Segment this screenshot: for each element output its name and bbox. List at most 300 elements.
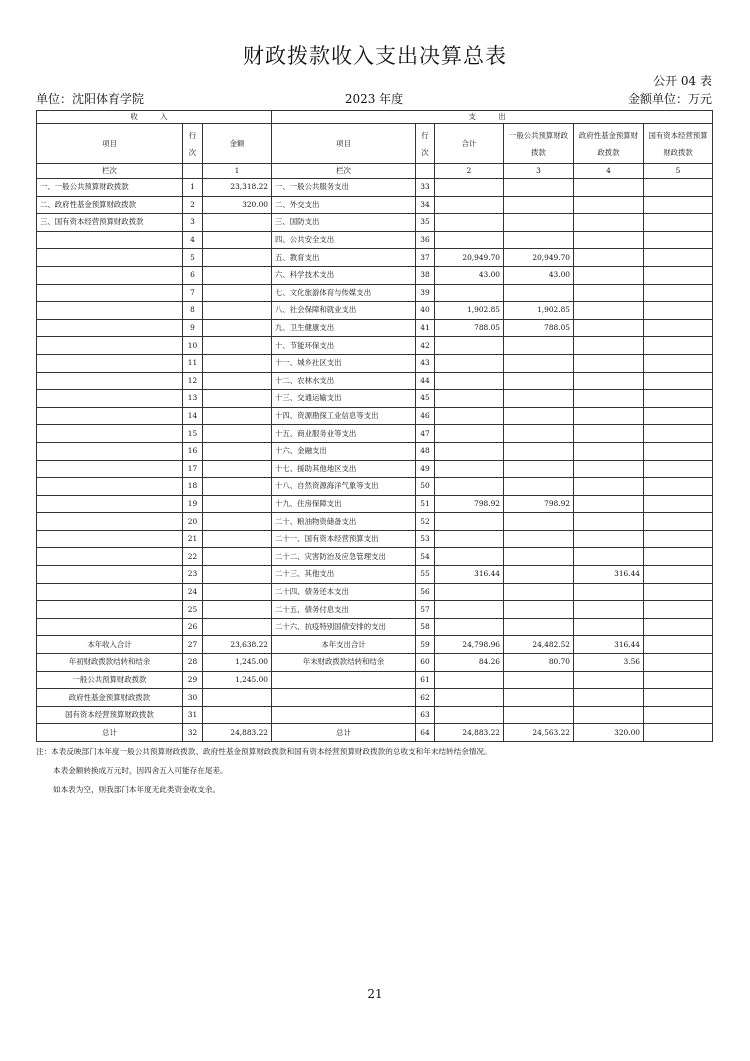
total-header: 合计 xyxy=(435,124,504,164)
expense-line-cell: 35 xyxy=(416,214,435,232)
expense-line-cell: 49 xyxy=(416,460,435,478)
note-3: 如本表为空，则我部门本年度无此类资金收支余。 xyxy=(53,785,221,794)
expense-item-cell: 年末财政拨款结转和结余 xyxy=(272,654,416,672)
income-amount-cell xyxy=(203,231,272,249)
income-line-cell: 14 xyxy=(183,407,203,425)
expense-total-cell: 24,798.96 xyxy=(435,636,504,654)
state-capital-cell xyxy=(644,407,713,425)
column-header-row xyxy=(37,124,713,164)
state-capital-cell xyxy=(644,284,713,302)
income-amount-cell: 320.00 xyxy=(203,196,272,214)
income-item-cell xyxy=(37,249,183,267)
income-line-cell: 6 xyxy=(183,266,203,284)
expense-total-cell: 24,883.22 xyxy=(435,724,504,742)
expense-line-cell: 36 xyxy=(416,231,435,249)
state-capital-cell xyxy=(644,513,713,531)
income-index-1: 1 xyxy=(203,164,272,179)
income-amount-cell: 1,245.00 xyxy=(203,654,272,672)
income-line-cell: 5 xyxy=(183,249,203,267)
state-capital-cell xyxy=(644,319,713,337)
income-amount-cell: 1,245.00 xyxy=(203,671,272,689)
fund-budget-cell xyxy=(574,337,644,355)
general-budget-cell xyxy=(504,601,574,619)
table-row xyxy=(37,390,713,408)
state-capital-cell xyxy=(644,196,713,214)
income-amount-cell xyxy=(203,618,272,636)
amount-unit: 金额单位：万元 xyxy=(627,92,712,106)
expense-item-cell xyxy=(272,706,416,724)
expense-item-cell: 十三、交通运输支出 xyxy=(272,390,416,408)
expense-item-cell: 八、社会保障和就业支出 xyxy=(272,302,416,320)
income-line-cell: 31 xyxy=(183,706,203,724)
state-capital-cell xyxy=(644,654,713,672)
expense-index-4: 4 xyxy=(574,164,644,179)
table-row xyxy=(37,460,713,478)
fund-budget-cell: 316.44 xyxy=(574,566,644,584)
state-capital-cell xyxy=(644,566,713,584)
general-budget-cell xyxy=(504,478,574,496)
state-capital-cell xyxy=(644,425,713,443)
state-capital-cell xyxy=(644,636,713,654)
income-amount-cell xyxy=(203,478,272,496)
expense-line-cell: 58 xyxy=(416,618,435,636)
income-amount-cell xyxy=(203,601,272,619)
fund-budget-cell xyxy=(574,390,644,408)
income-amount-cell xyxy=(203,583,272,601)
expense-total-cell xyxy=(435,214,504,232)
income-line-cell: 25 xyxy=(183,601,203,619)
state-capital-cell xyxy=(644,337,713,355)
fund-budget-cell xyxy=(574,513,644,531)
expense-total-cell xyxy=(435,407,504,425)
income-item-cell: 总计 xyxy=(37,724,183,742)
income-line-cell: 32 xyxy=(183,724,203,742)
fund-budget-cell xyxy=(574,442,644,460)
income-index-blank xyxy=(183,164,203,179)
income-item-cell xyxy=(37,513,183,531)
income-amount-cell xyxy=(203,513,272,531)
income-amount-cell xyxy=(203,425,272,443)
expense-item-cell: 二十二、灾害防治及应急管理支出 xyxy=(272,548,416,566)
general-budget-cell xyxy=(504,354,574,372)
income-amount-cell xyxy=(203,337,272,355)
general-budget-cell xyxy=(504,548,574,566)
fund-budget-cell xyxy=(574,319,644,337)
general-budget-cell xyxy=(504,231,574,249)
income-line-cell: 11 xyxy=(183,354,203,372)
expense-line-cell: 47 xyxy=(416,425,435,443)
expense-item-cell: 二十一、国有资本经营预算支出 xyxy=(272,530,416,548)
page-number: 21 xyxy=(367,987,383,1001)
expense-total-cell xyxy=(435,460,504,478)
income-amount-cell xyxy=(203,319,272,337)
state-capital-cell xyxy=(644,671,713,689)
expense-line-cell: 55 xyxy=(416,566,435,584)
fund-budget-cell xyxy=(574,214,644,232)
general-budget-cell: 1,902.85 xyxy=(504,302,574,320)
table-row xyxy=(37,583,713,601)
general-budget-cell: 788.05 xyxy=(504,319,574,337)
income-line-cell: 30 xyxy=(183,689,203,707)
fund-budget-cell xyxy=(574,583,644,601)
expense-total-cell xyxy=(435,530,504,548)
table-row xyxy=(37,284,713,302)
income-item-cell xyxy=(37,425,183,443)
income-amount-cell xyxy=(203,689,272,707)
expense-index-blank xyxy=(416,164,435,179)
expense-index-3: 3 xyxy=(504,164,574,179)
expense-item-cell: 二十六、抗疫特别国债安排的支出 xyxy=(272,618,416,636)
table-row xyxy=(37,337,713,355)
general-budget-cell xyxy=(504,671,574,689)
general-budget-cell: 43.00 xyxy=(504,266,574,284)
expense-line-cell: 54 xyxy=(416,548,435,566)
income-item-cell xyxy=(37,460,183,478)
expense-line-header: 行次 xyxy=(416,124,435,164)
expense-line-cell: 38 xyxy=(416,266,435,284)
table-row xyxy=(37,319,713,337)
budget-summary-table xyxy=(36,110,713,742)
income-item-cell: 一、一般公共预算财政拨款 xyxy=(37,179,183,197)
expense-item-cell: 十、节能环保支出 xyxy=(272,337,416,355)
state-capital-cell xyxy=(644,231,713,249)
table-row xyxy=(37,214,713,232)
expense-item-cell: 三、国防支出 xyxy=(272,214,416,232)
income-line-cell: 9 xyxy=(183,319,203,337)
income-amount-cell xyxy=(203,548,272,566)
expense-line-cell: 43 xyxy=(416,354,435,372)
expense-total-cell xyxy=(435,442,504,460)
expense-line-cell: 37 xyxy=(416,249,435,267)
expense-total-cell: 43.00 xyxy=(435,266,504,284)
state-capital-cell xyxy=(644,724,713,742)
income-item-cell: 国有资本经营预算财政拨款 xyxy=(37,706,183,724)
general-budget-cell: 80.70 xyxy=(504,654,574,672)
expense-item-cell: 十二、农林水支出 xyxy=(272,372,416,390)
expense-item-cell: 二十、粮油物资储备支出 xyxy=(272,513,416,531)
expense-item-cell xyxy=(272,671,416,689)
state-capital-cell xyxy=(644,530,713,548)
state-capital-cell xyxy=(644,478,713,496)
income-amount-cell xyxy=(203,372,272,390)
expense-total-cell: 20,949.70 xyxy=(435,249,504,267)
table-row xyxy=(37,654,713,672)
income-item-cell xyxy=(37,390,183,408)
general-budget-cell xyxy=(504,689,574,707)
fund-budget-cell xyxy=(574,249,644,267)
income-amount-cell xyxy=(203,706,272,724)
fund-budget-header: 政府性基金预算财政拨款 xyxy=(574,124,644,164)
fund-budget-cell xyxy=(574,548,644,566)
income-amount-cell xyxy=(203,390,272,408)
expense-item-cell xyxy=(272,689,416,707)
fiscal-year: 2023 年度 xyxy=(344,92,404,106)
state-capital-cell xyxy=(644,249,713,267)
expense-line-cell: 59 xyxy=(416,636,435,654)
income-item-cell xyxy=(37,495,183,513)
expense-line-cell: 63 xyxy=(416,706,435,724)
general-budget-cell: 20,949.70 xyxy=(504,249,574,267)
expense-total-cell: 798.92 xyxy=(435,495,504,513)
income-line-cell: 15 xyxy=(183,425,203,443)
expense-item-cell: 十一、城乡社区支出 xyxy=(272,354,416,372)
expense-line-cell: 64 xyxy=(416,724,435,742)
expense-line-cell: 33 xyxy=(416,179,435,197)
income-item-cell xyxy=(37,530,183,548)
income-line-header: 行次 xyxy=(183,124,203,164)
fund-budget-cell xyxy=(574,601,644,619)
fund-budget-cell xyxy=(574,354,644,372)
income-item-cell xyxy=(37,231,183,249)
expense-item-cell: 十七、援助其他地区支出 xyxy=(272,460,416,478)
income-item-cell xyxy=(37,319,183,337)
table-row xyxy=(37,302,713,320)
expense-item-cell: 六、科学技术支出 xyxy=(272,266,416,284)
income-line-cell: 22 xyxy=(183,548,203,566)
income-line-cell: 27 xyxy=(183,636,203,654)
general-budget-cell xyxy=(504,390,574,408)
general-budget-cell xyxy=(504,179,574,197)
table-row xyxy=(37,566,713,584)
income-item-cell xyxy=(37,407,183,425)
income-section-label: 收 入 xyxy=(37,111,272,124)
expense-item-cell: 二十三、其他支出 xyxy=(272,566,416,584)
table-row xyxy=(37,671,713,689)
expense-item-cell: 九、卫生健康支出 xyxy=(272,319,416,337)
expense-total-cell xyxy=(435,179,504,197)
income-line-cell: 13 xyxy=(183,390,203,408)
income-amount-cell: 24,883.22 xyxy=(203,724,272,742)
income-item-cell xyxy=(37,266,183,284)
state-capital-cell xyxy=(644,601,713,619)
income-amount-cell xyxy=(203,266,272,284)
expense-item-cell: 二十五、债务付息支出 xyxy=(272,601,416,619)
table-row xyxy=(37,354,713,372)
expense-item-cell: 一、一般公共服务支出 xyxy=(272,179,416,197)
fund-budget-cell xyxy=(574,266,644,284)
expense-line-cell: 34 xyxy=(416,196,435,214)
general-budget-cell xyxy=(504,583,574,601)
expense-line-cell: 50 xyxy=(416,478,435,496)
expense-line-cell: 46 xyxy=(416,407,435,425)
expense-line-cell: 56 xyxy=(416,583,435,601)
table-row xyxy=(37,196,713,214)
income-line-cell: 17 xyxy=(183,460,203,478)
fund-budget-cell xyxy=(574,302,644,320)
expense-line-cell: 41 xyxy=(416,319,435,337)
income-index-label: 栏次 xyxy=(37,164,183,179)
general-budget-cell xyxy=(504,530,574,548)
expense-total-cell: 316.44 xyxy=(435,566,504,584)
general-budget-cell: 798.92 xyxy=(504,495,574,513)
income-line-cell: 7 xyxy=(183,284,203,302)
expense-total-cell xyxy=(435,478,504,496)
income-line-cell: 8 xyxy=(183,302,203,320)
expense-line-cell: 44 xyxy=(416,372,435,390)
expense-line-cell: 40 xyxy=(416,302,435,320)
table-row xyxy=(37,249,713,267)
income-item-cell xyxy=(37,618,183,636)
expense-total-cell xyxy=(435,583,504,601)
table-row xyxy=(37,495,713,513)
expense-index-5: 5 xyxy=(644,164,713,179)
general-budget-cell xyxy=(504,372,574,390)
income-line-cell: 16 xyxy=(183,442,203,460)
income-item-cell xyxy=(37,354,183,372)
fund-budget-cell xyxy=(574,618,644,636)
income-line-cell: 10 xyxy=(183,337,203,355)
expense-item-cell: 二十四、债务还本支出 xyxy=(272,583,416,601)
income-item-cell: 一般公共预算财政拨款 xyxy=(37,671,183,689)
expense-item-cell: 十五、商业服务业等支出 xyxy=(272,425,416,443)
income-item-cell xyxy=(37,302,183,320)
income-amount-cell xyxy=(203,407,272,425)
state-capital-header: 国有资本经营预算财政拨款 xyxy=(644,124,713,164)
table-row xyxy=(37,706,713,724)
income-amount-header: 金额 xyxy=(203,124,272,164)
expense-total-cell xyxy=(435,689,504,707)
general-budget-cell xyxy=(504,566,574,584)
expense-line-cell: 48 xyxy=(416,442,435,460)
expense-total-cell: 1,902.85 xyxy=(435,302,504,320)
income-line-cell: 24 xyxy=(183,583,203,601)
fund-budget-cell xyxy=(574,530,644,548)
income-item-cell: 年初财政拨款结转和结余 xyxy=(37,654,183,672)
expense-index-2: 2 xyxy=(435,164,504,179)
state-capital-cell xyxy=(644,390,713,408)
state-capital-cell xyxy=(644,302,713,320)
state-capital-cell xyxy=(644,214,713,232)
fund-budget-cell xyxy=(574,671,644,689)
income-amount-cell xyxy=(203,249,272,267)
income-item-cell: 二、政府性基金预算财政拨款 xyxy=(37,196,183,214)
note-2: 本表金额转换成万元时，因四舍五入可能存在尾差。 xyxy=(53,766,228,775)
income-line-cell: 20 xyxy=(183,513,203,531)
expense-item-cell: 十六、金融支出 xyxy=(272,442,416,460)
income-item-cell: 本年收入合计 xyxy=(37,636,183,654)
section-header-row xyxy=(37,111,713,124)
unit-row xyxy=(36,90,712,108)
table-row xyxy=(37,689,713,707)
expense-total-cell xyxy=(435,284,504,302)
income-line-cell: 3 xyxy=(183,214,203,232)
expense-line-cell: 45 xyxy=(416,390,435,408)
income-line-cell: 19 xyxy=(183,495,203,513)
fund-budget-cell xyxy=(574,689,644,707)
state-capital-cell xyxy=(644,266,713,284)
expense-total-cell xyxy=(435,425,504,443)
expense-total-cell xyxy=(435,231,504,249)
fund-budget-cell xyxy=(574,284,644,302)
state-capital-cell xyxy=(644,354,713,372)
expense-total-cell xyxy=(435,513,504,531)
expense-line-cell: 60 xyxy=(416,654,435,672)
income-item-cell xyxy=(37,566,183,584)
general-budget-cell xyxy=(504,196,574,214)
income-amount-cell: 23,638.22 xyxy=(203,636,272,654)
income-amount-cell: 23,318.22 xyxy=(203,179,272,197)
table-row xyxy=(37,548,713,566)
state-capital-cell xyxy=(644,372,713,390)
expense-item-cell: 本年支出合计 xyxy=(272,636,416,654)
state-capital-cell xyxy=(644,179,713,197)
general-budget-cell xyxy=(504,513,574,531)
income-item-cell xyxy=(37,478,183,496)
table-row xyxy=(37,442,713,460)
expense-item-cell: 总计 xyxy=(272,724,416,742)
income-item-header: 项目 xyxy=(37,124,183,164)
fund-budget-cell xyxy=(574,425,644,443)
income-amount-cell xyxy=(203,566,272,584)
expense-total-cell: 84.26 xyxy=(435,654,504,672)
income-amount-cell xyxy=(203,442,272,460)
income-line-cell: 28 xyxy=(183,654,203,672)
expense-total-cell xyxy=(435,372,504,390)
general-budget-cell xyxy=(504,284,574,302)
income-item-cell xyxy=(37,337,183,355)
table-row xyxy=(37,601,713,619)
table-row xyxy=(37,636,713,654)
expense-line-cell: 61 xyxy=(416,671,435,689)
note-1: 注：本表反映部门本年度一般公共预算财政拨款、政府性基金预算财政拨款和国有资本经营预算财政拨款的总收支和年末结转结余情况。 xyxy=(36,747,492,756)
income-amount-cell xyxy=(203,530,272,548)
income-item-cell xyxy=(37,583,183,601)
state-capital-cell xyxy=(644,689,713,707)
income-item-cell xyxy=(37,601,183,619)
state-capital-cell xyxy=(644,706,713,724)
general-budget-header: 一般公共预算财政拨款 xyxy=(504,124,574,164)
state-capital-cell xyxy=(644,583,713,601)
income-item-cell xyxy=(37,548,183,566)
state-capital-cell xyxy=(644,442,713,460)
expense-item-cell: 七、文化旅游体育与传媒支出 xyxy=(272,284,416,302)
income-amount-cell xyxy=(203,214,272,232)
general-budget-cell xyxy=(504,214,574,232)
expense-total-cell: 788.05 xyxy=(435,319,504,337)
expense-item-cell: 十四、资源勘探工业信息等支出 xyxy=(272,407,416,425)
table-row xyxy=(37,724,713,742)
state-capital-cell xyxy=(644,495,713,513)
income-item-cell xyxy=(37,284,183,302)
state-capital-cell xyxy=(644,548,713,566)
income-amount-cell xyxy=(203,302,272,320)
table-row xyxy=(37,478,713,496)
expense-line-cell: 57 xyxy=(416,601,435,619)
expense-total-cell xyxy=(435,706,504,724)
fund-budget-cell xyxy=(574,407,644,425)
fund-budget-cell: 316.44 xyxy=(574,636,644,654)
fund-budget-cell xyxy=(574,231,644,249)
column-index-row xyxy=(37,164,713,179)
table-row xyxy=(37,425,713,443)
expense-item-cell: 十九、住房保障支出 xyxy=(272,495,416,513)
general-budget-cell xyxy=(504,706,574,724)
income-line-cell: 4 xyxy=(183,231,203,249)
fund-budget-cell xyxy=(574,179,644,197)
expense-line-cell: 52 xyxy=(416,513,435,531)
expense-index-label: 栏次 xyxy=(272,164,416,179)
expense-total-cell xyxy=(435,390,504,408)
table-row xyxy=(37,513,713,531)
general-budget-cell xyxy=(504,442,574,460)
income-amount-cell xyxy=(203,354,272,372)
expense-line-cell: 62 xyxy=(416,689,435,707)
fund-budget-cell xyxy=(574,196,644,214)
table-row xyxy=(37,530,713,548)
expense-total-cell xyxy=(435,618,504,636)
table-row xyxy=(37,372,713,390)
unit-name: 单位：沈阳体育学院 xyxy=(36,92,145,106)
